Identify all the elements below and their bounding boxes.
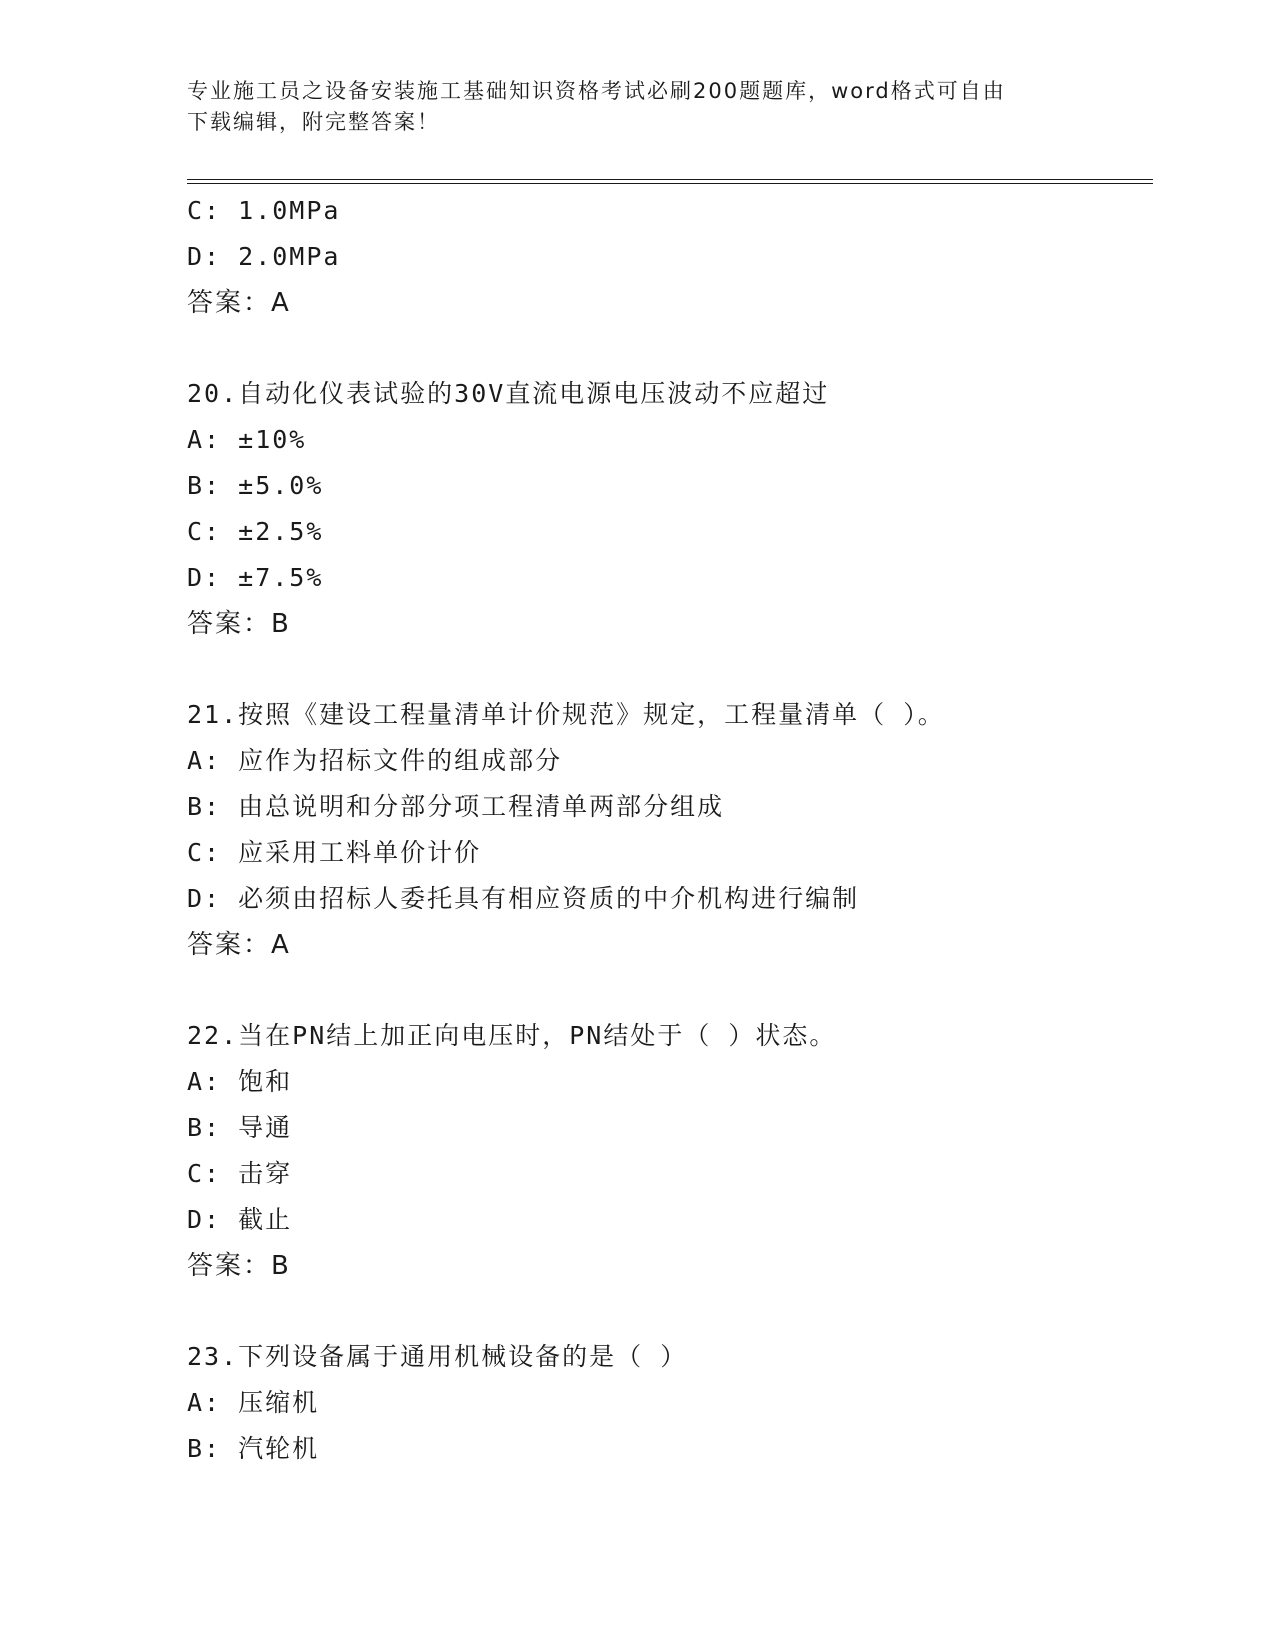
option-c: C: 1.0MPa xyxy=(187,196,341,225)
answer-label: 答案：A xyxy=(187,288,291,318)
spacer xyxy=(187,1289,1147,1334)
header-rule-bottom xyxy=(187,183,1153,184)
question-21 xyxy=(187,692,1147,968)
option-d: D: ±7.5% xyxy=(187,563,324,592)
option-c: C: ±2.5% xyxy=(187,517,324,546)
option-c: C: 击穿 xyxy=(187,1159,293,1188)
option-a: A: 饱和 xyxy=(187,1067,293,1096)
question-text: 22.当在PN结上加正向电压时，PN结处于（ ）状态。 xyxy=(187,1021,837,1050)
question-23 xyxy=(187,1334,1147,1472)
document-header xyxy=(187,76,1067,138)
question-text: 21.按照《建设工程量清单计价规范》规定，工程量清单（ ）。 xyxy=(187,700,945,729)
spacer xyxy=(187,647,1147,692)
header-rule-top xyxy=(187,179,1153,180)
question-list xyxy=(187,188,1147,1472)
question-19-tail xyxy=(187,188,1147,326)
answer-label: 答案：B xyxy=(187,609,291,639)
option-b: B: 导通 xyxy=(187,1113,293,1142)
question-text: 23.下列设备属于通用机械设备的是（ ） xyxy=(187,1342,688,1371)
header-line-1: 专业施工员之设备安装施工基础知识资格考试必刷200题题库，word格式可自由 xyxy=(187,79,1006,103)
answer-label: 答案：A xyxy=(187,930,291,960)
option-b: B: ±5.0% xyxy=(187,471,324,500)
option-c: C: 应采用工料单价计价 xyxy=(187,838,482,867)
option-a: A: 压缩机 xyxy=(187,1388,320,1417)
question-text: 20.自动化仪表试验的30V直流电源电压波动不应超过 xyxy=(187,379,830,408)
option-a: A: ±10% xyxy=(187,425,307,454)
answer-label: 答案：B xyxy=(187,1251,291,1281)
spacer xyxy=(187,968,1147,1013)
question-20 xyxy=(187,371,1147,647)
option-d: D: 截止 xyxy=(187,1205,293,1234)
option-b: B: 汽轮机 xyxy=(187,1434,320,1463)
header-line-2: 下载编辑，附完整答案！ xyxy=(187,110,440,134)
spacer xyxy=(187,326,1147,371)
option-b: B: 由总说明和分部分项工程清单两部分组成 xyxy=(187,792,725,821)
question-22 xyxy=(187,1013,1147,1289)
option-d: D: 2.0MPa xyxy=(187,242,341,271)
option-d: D: 必须由招标人委托具有相应资质的中介机构进行编制 xyxy=(187,884,860,913)
option-a: A: 应作为招标文件的组成部分 xyxy=(187,746,563,775)
